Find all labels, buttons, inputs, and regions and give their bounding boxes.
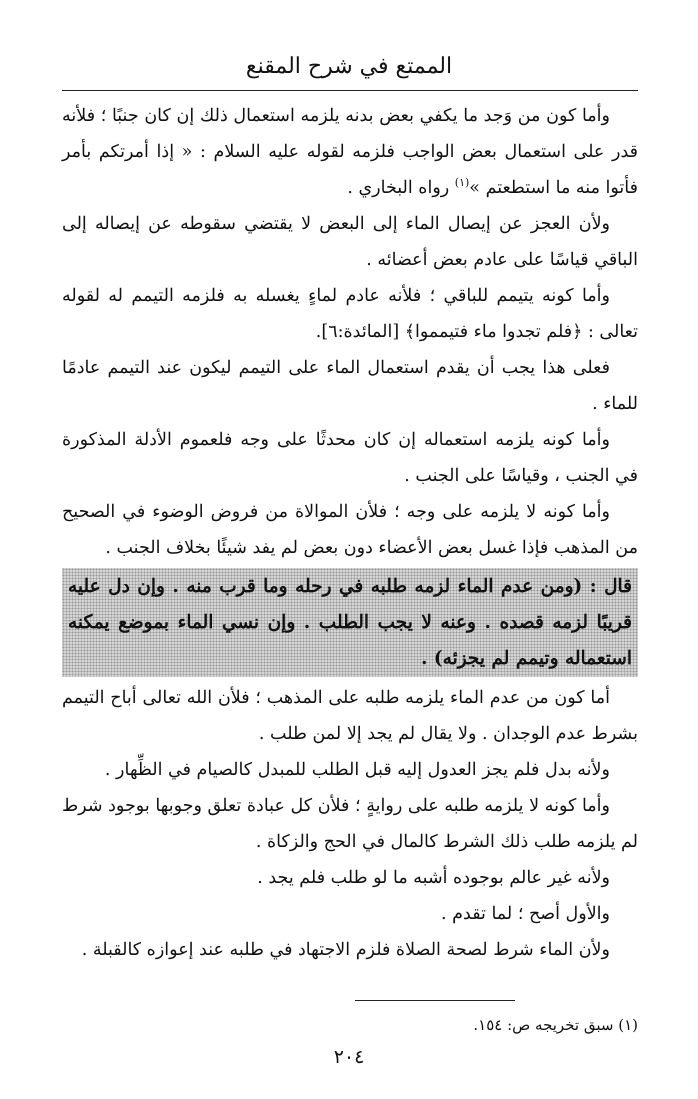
paragraph	[62, 896, 638, 932]
paragraph-text: ولأن العجز عن إيصال الماء إلى البعض لا يقتضي سقوطه عن إيصاله إلى الباقي قياسًا على عادم بعض أعضائه .	[62, 214, 638, 270]
body-text	[62, 98, 638, 968]
paragraph-text: فعلى هذا يجب أن يقدم استعمال الماء على التيمم ليكون عند التيمم عادمًا للماء .	[62, 358, 638, 414]
paragraph-text: ولأنه بدل فلم يجز العدول إليه قبل الطلب للمبدل كالصيام في الظِّهار .	[104, 760, 610, 780]
paragraph-text: والأول أصح ؛ لما تقدم .	[441, 904, 610, 924]
header-rule	[62, 90, 638, 91]
footnote-rule	[355, 1000, 515, 1001]
paragraph-text: وأما كون من وَجد ما يكفي بعض بدنه يلزمه استعمال ذلك إن كان جنبًا ؛ فلأنه قدر على استعمال بعض الواجب فلزمه لقوله عليه السلام : « إذا أمرتكم بأمر فأتوا منه ما استطعتم »	[62, 106, 638, 198]
paragraph	[62, 206, 638, 278]
paragraph	[62, 494, 638, 566]
paragraph	[62, 932, 638, 968]
paragraph	[62, 860, 638, 896]
paragraph	[62, 278, 638, 350]
page-number: ٢٠٤	[333, 1046, 365, 1068]
paragraph-text: ولأنه غير عالم بوجوده أشبه ما لو طلب فلم يجد .	[257, 868, 610, 888]
paragraph-text: وأما كونه لا يلزمه طلبه على روايةٍ ؛ فلأن كل عبادة تعلق وجوبها بوجود شرط لم يلزمه طلب ذلك الشرط كالمال في الحج والزكاة .	[62, 796, 638, 852]
running-header: الممتع في شرح المقنع	[245, 54, 453, 79]
paragraph	[62, 752, 638, 788]
paragraph	[62, 350, 638, 422]
paragraph	[62, 98, 638, 206]
paragraph	[62, 422, 638, 494]
paragraph-text: قال : (ومن عدم الماء لزمه طلبه في رحله وما قرب منه . وإن دل عليه قريبًا لزمه قصده . وعنه لا يجب الطلب . وإن نسي الماء بموضع يمكنه استعماله وتيمم لم يجزئه) .	[68, 576, 632, 669]
paragraph	[62, 680, 638, 752]
paragraph-text: وأما كونه يلزمه استعماله إن كان محدثًا على وجه فلعموم الأدلة المذكورة في الجنب ، وقياسًا على الجنب .	[62, 430, 638, 486]
paragraph	[62, 788, 638, 860]
paragraph-text: أما كون من عدم الماء يلزمه طلبه على المذهب ؛ فلأن الله تعالى أباح التيمم بشرط عدم الوجدان . ولا يقال لم يجد إلا لمن طلب .	[62, 688, 638, 744]
paragraph-text: وأما كونه لا يلزمه على وجه ؛ فلأن الموالاة من فروض الوضوء في الصحيح من المذهب فإذا غسل بعض الأعضاء دون بعض لم يفد شيئًا بخلاف الجنب .	[62, 502, 638, 558]
paragraph-text: رواه البخاري .	[347, 178, 455, 198]
paragraph-text: وأما كونه يتيمم للباقي ؛ فلأنه عادم لماءٍ يغسله به فلزمه التيمم له لقوله تعالى : ﴿فلم تجدوا ماء فتيمموا﴾ [المائدة:٦].	[62, 286, 638, 342]
paragraph-text: ولأن الماء شرط لصحة الصلاة فلزم الاجتهاد في طلبه عند إعوازه كالقبلة .	[81, 940, 610, 960]
footnote-reference: (١)	[454, 176, 470, 190]
footnote-text: (١) سبق تخريجه ص: ١٥٤.	[473, 1016, 638, 1034]
footnotes	[62, 1014, 638, 1036]
quoted-matn-block	[62, 568, 638, 677]
